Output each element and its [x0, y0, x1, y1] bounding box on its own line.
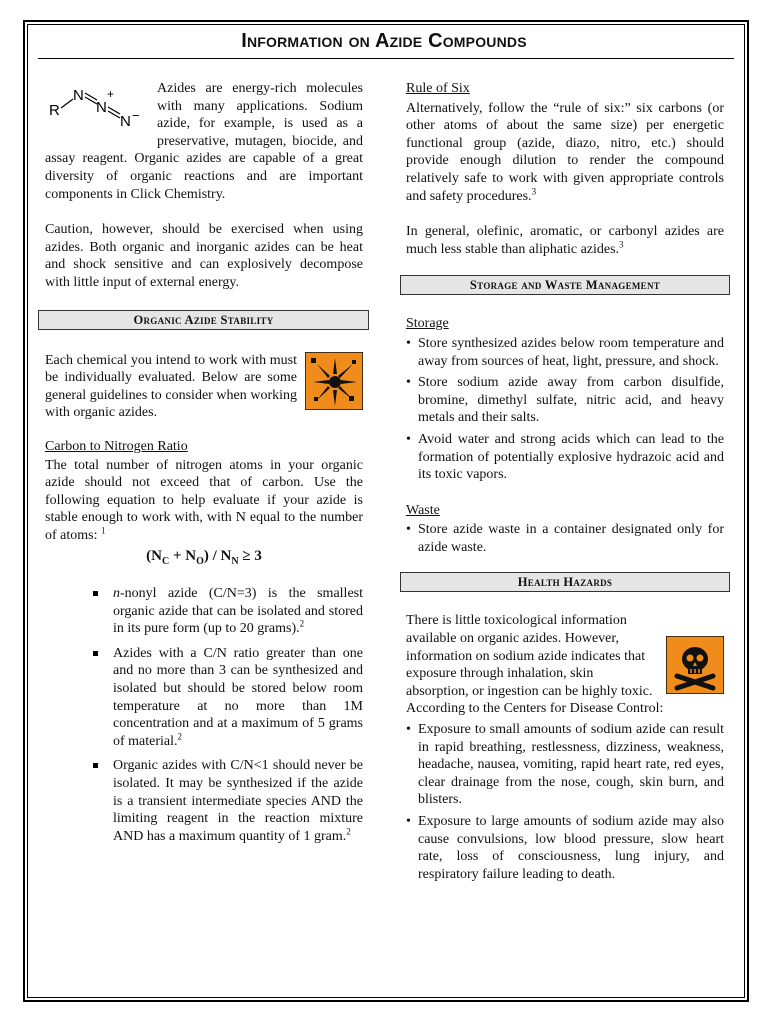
structure-n2: N: [96, 99, 107, 116]
spacer: [406, 205, 724, 223]
list-item: Organic azides with C/N<1 should never be isolated. It may be synthesized if the azide is a transient intermediate species AND the limiting reagent in the reaction mixture AND has a maximum quantity of 1 gram.$^2$: [113, 757, 363, 845]
ratio-ref: 1: [101, 525, 106, 536]
double-bond-c: [108, 107, 120, 114]
left-column: [45, 80, 363, 852]
waste-list: [406, 521, 724, 556]
waste-heading: Waste: [406, 502, 440, 518]
page-title: Information on Azide Compounds: [241, 30, 527, 52]
bullet-mark: [93, 591, 98, 596]
section-heading-storage-waste: Storage and Waste Management: [400, 275, 730, 295]
explosive-hazard-icon: [305, 352, 363, 416]
ratio-paragraph: [45, 457, 363, 545]
storage-list: [406, 335, 724, 484]
rule-of-six-heading: Rule of Six: [406, 81, 470, 96]
ratio-text: The total number of nitrogen atoms in your organic azide should not exceed that of carbon. Use the following equation to help evaluate if your azide is stable enough to work with, with N equal to the number of atoms:: [45, 457, 363, 543]
right-column: [406, 80, 724, 887]
intro-paragraph-2: Caution, however, should be exercised when using azides. Both organic and inorganic azides can be heat and shock sensitive and can explosively decompose with little input of external energy.: [45, 222, 363, 290]
rule-of-six-paragraph: Alternatively, follow the “rule of six:” six carbons (or other atoms of about the same size) per energetic functional group (azide, diazo, nitro, etc.) should provide enough dilution to render the compound relatively safe to work with given appropriate controls and safety procedures.$^3$: [406, 100, 724, 204]
structure-minus: −: [132, 108, 140, 123]
bullet-mark: [93, 763, 98, 768]
bullet-mark: [93, 651, 98, 656]
structure-r: R: [49, 102, 60, 119]
stability-paragraph: Each chemical you intend to work with must be individually evaluated. Below are some general guidelines to consider when working with organic azides.: [45, 352, 297, 421]
stability-bullet-list: [45, 585, 363, 845]
title-rule: [38, 58, 734, 59]
list-item: n-nonyl azide (C/N=3) is the smallest organic azide that can be isolated and stored in its pure form (up to 20 grams).$^2$: [113, 585, 363, 638]
list-item: • Avoid water and strong acids which can lead to the formation of potentially explosive hydrazoic acid and its toxic vapors.: [406, 431, 724, 483]
health-effects-list: [406, 721, 724, 883]
list-item: • Store synthesized azides below room temperature and away from sources of heat, light, pressure, and shock.: [406, 335, 724, 369]
list-item: • Store azide waste in a container designated only for azide waste.: [406, 522, 724, 555]
list-item: • Exposure to small amounts of sodium azide can result in rapid breathing, restlessness, dizziness, weakness, headache, nausea, vomiting, rapid heart rate, red eyes, clear drainage from the nose, cough, skin burn, and blisters.: [406, 722, 724, 808]
azide-structure-diagram: [45, 80, 157, 140]
azide-structure-figure: [45, 80, 157, 148]
spacer: [45, 203, 363, 220]
ratio-heading: Carbon to Nitrogen Ratio: [45, 438, 188, 454]
section-heading-stability: Organic Azide Stability: [38, 310, 369, 330]
list-item: • Exposure to large amounts of sodium azide may also cause convulsions, low blood pressure, slow heart rate, loss of consciousness, lung injury, and respiratory failure leading to death.: [406, 814, 724, 882]
health-intro-paragraph: There is little toxicological information available on organic azides. However, information on sodium azide indicates that exposure through inhalation, skin absorption, or ingestion can be highly toxic. According to the Centers for Disease Control:: [406, 613, 664, 717]
list-item: Azides with a C/N ratio greater than one and no more than 3 can be synthesized and isolated but should be stored below room temperature at no more than 1M concentration and at a maximum of 5 grams of material.$^2$: [113, 645, 363, 751]
structure-plus: +: [107, 87, 115, 101]
double-bond-d: [108, 111, 120, 118]
bond-r-n: [61, 99, 73, 108]
structure-n1: N: [73, 87, 84, 104]
list-item: • Store sodium azide away from carbon disulfide, bromine, dimethyl sulfate, nitric acid, and heavy metals and their salts.: [406, 375, 724, 426]
structure-n3: N: [120, 113, 131, 130]
intro-paragraph-1: Azides are energy-rich molecules with many applications. Sodium azide, for example, is used as a preservative, mutagen, biocide, and assay reagent. Organic azides are capable of a great diversity of organic reactions and are important components in Click Chemistry.: [45, 81, 363, 202]
cn-ratio-formula: $(N_C + N_O) / N_N \ge 3$: [146, 548, 262, 568]
storage-heading: Storage: [406, 316, 449, 332]
skull-crossbones-icon: [666, 636, 724, 700]
section-heading-health: Health Hazards: [400, 572, 730, 592]
stability-comparison-paragraph: In general, olefinic, aromatic, or carbonyl azides are much less stable than aliphatic azides.$^3$: [406, 224, 724, 257]
